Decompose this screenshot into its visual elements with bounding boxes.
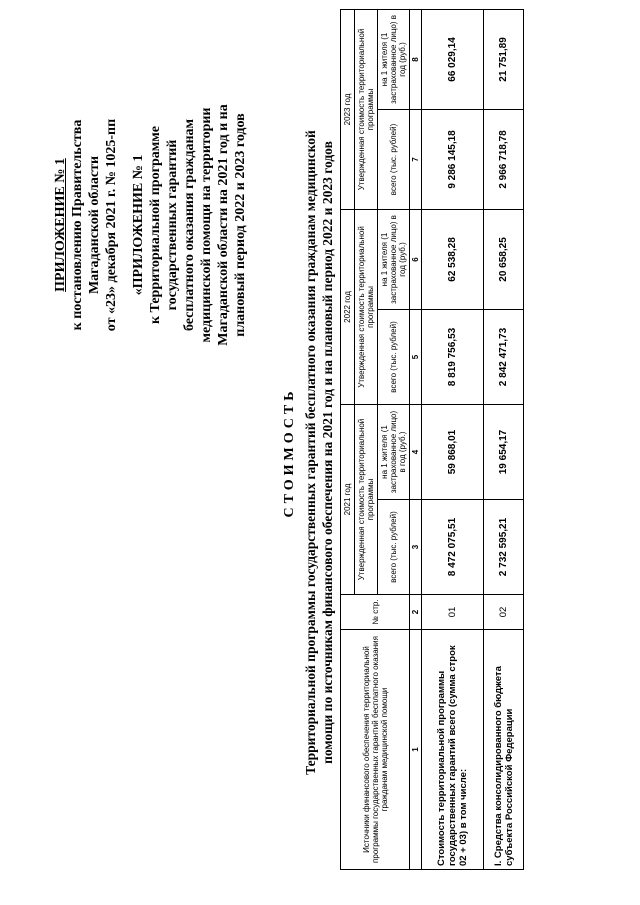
cell-total-2021: 2 732 595,21 bbox=[484, 500, 524, 595]
resolution-date: от «23» декабря 2021 г. № 1025-пп bbox=[104, 118, 119, 332]
column-number: 5 bbox=[410, 309, 422, 404]
appendix-header bbox=[52, 75, 249, 375]
header-year-2022: 2022 год bbox=[341, 209, 355, 404]
cell-total-2021: 8 472 075,51 bbox=[422, 500, 484, 595]
subtitle-line-1: Территориальной программы государственных гарантий бесплатного оказания гражданам медицинской bbox=[303, 130, 318, 775]
table-row bbox=[484, 9, 524, 869]
column-number: 8 bbox=[410, 9, 422, 109]
row-line-no: 01 bbox=[422, 595, 484, 630]
header-per-capita-2022: на 1 жителя (1 застрахованное лицо) в год (руб.) bbox=[378, 209, 410, 309]
header-line: медицинской помощи на территории bbox=[199, 107, 214, 343]
column-number: 1 bbox=[410, 630, 422, 870]
header-line: бесплатного оказания гражданам bbox=[182, 118, 197, 332]
header-line: к постановлению Правительства bbox=[70, 119, 85, 331]
row-source: Стоимость территориальной программы государственных гарантий всего (сумма строк 02 + 03) в том числе: bbox=[422, 630, 484, 870]
cell-per-capita-2023: 21 751,89 bbox=[484, 9, 524, 109]
column-number: 2 bbox=[410, 595, 422, 630]
header-line: Магаданской области на 2021 год и на bbox=[216, 104, 231, 346]
header-line-no: № стр. bbox=[341, 595, 410, 630]
header-total-2022: всего (тыс. рублей) bbox=[378, 309, 410, 404]
row-line-no: 02 bbox=[484, 595, 524, 630]
header-line: плановый период 2022 и 2023 годов bbox=[233, 113, 248, 337]
table-header-row bbox=[341, 9, 355, 869]
column-number: 6 bbox=[410, 209, 422, 309]
spacer bbox=[120, 75, 130, 375]
document-subtitle bbox=[302, 90, 336, 815]
header-approved-2023: Утвержденная стоимость территориальной программы bbox=[355, 9, 378, 209]
header-total-2021: всего (тыс. рублей) bbox=[378, 500, 410, 595]
row-source: I. Средства консолидированного бюджета субъекта Российской Федерации bbox=[484, 630, 524, 870]
header-approved-2021: Утвержденная стоимость территориальной программы bbox=[355, 404, 378, 594]
subtitle-line-2: помощи по источникам финансового обеспечения на 2021 год и на плановый период 2022 и 2023 годов bbox=[320, 141, 335, 764]
header-year-2021: 2021 год bbox=[341, 404, 355, 594]
header-line: государственных гарантий bbox=[165, 139, 180, 311]
header-line: к Территориальной программе bbox=[148, 125, 163, 325]
cell-per-capita-2022: 20 658,25 bbox=[484, 209, 524, 309]
appendix-number-2: «ПРИЛОЖЕНИЕ № 1 bbox=[131, 154, 146, 296]
header-source: Источники финансового обеспечения территориальной программы государственных гарантий бесплатного оказания гражданам медицинской помощи bbox=[341, 630, 410, 870]
appendix-number: ПРИЛОЖЕНИЕ № 1 bbox=[53, 158, 68, 292]
cell-per-capita-2023: 66 029,14 bbox=[422, 9, 484, 109]
table-row bbox=[422, 9, 484, 869]
column-number: 4 bbox=[410, 404, 422, 499]
cell-total-2023: 2 966 718,78 bbox=[484, 109, 524, 209]
cell-per-capita-2022: 62 538,28 bbox=[422, 209, 484, 309]
header-per-capita-2023: на 1 жителя (1 застрахованное лицо) в год (руб.) bbox=[378, 9, 410, 109]
column-number: 7 bbox=[410, 109, 422, 209]
cell-per-capita-2021: 59 868,01 bbox=[422, 404, 484, 499]
document-title: СТОИМОСТЬ bbox=[282, 387, 297, 518]
header-total-2023: всего (тыс. рублей) bbox=[378, 109, 410, 209]
column-number: 3 bbox=[410, 500, 422, 595]
cell-per-capita-2021: 19 654,17 bbox=[484, 404, 524, 499]
cost-table bbox=[340, 9, 524, 870]
column-number-row bbox=[410, 9, 422, 869]
cell-total-2022: 8 819 756,53 bbox=[422, 309, 484, 404]
cell-total-2023: 9 286 145,18 bbox=[422, 109, 484, 209]
header-line: Магаданской области bbox=[87, 155, 102, 295]
header-year-2023: 2023 год bbox=[341, 9, 355, 209]
cell-total-2022: 2 842 471,73 bbox=[484, 309, 524, 404]
header-approved-2022: Утвержденная стоимость территориальной программы bbox=[355, 209, 378, 404]
header-per-capita-2021: на 1 жителя (1 застрахованное лицо) в год (руб.) bbox=[378, 404, 410, 499]
